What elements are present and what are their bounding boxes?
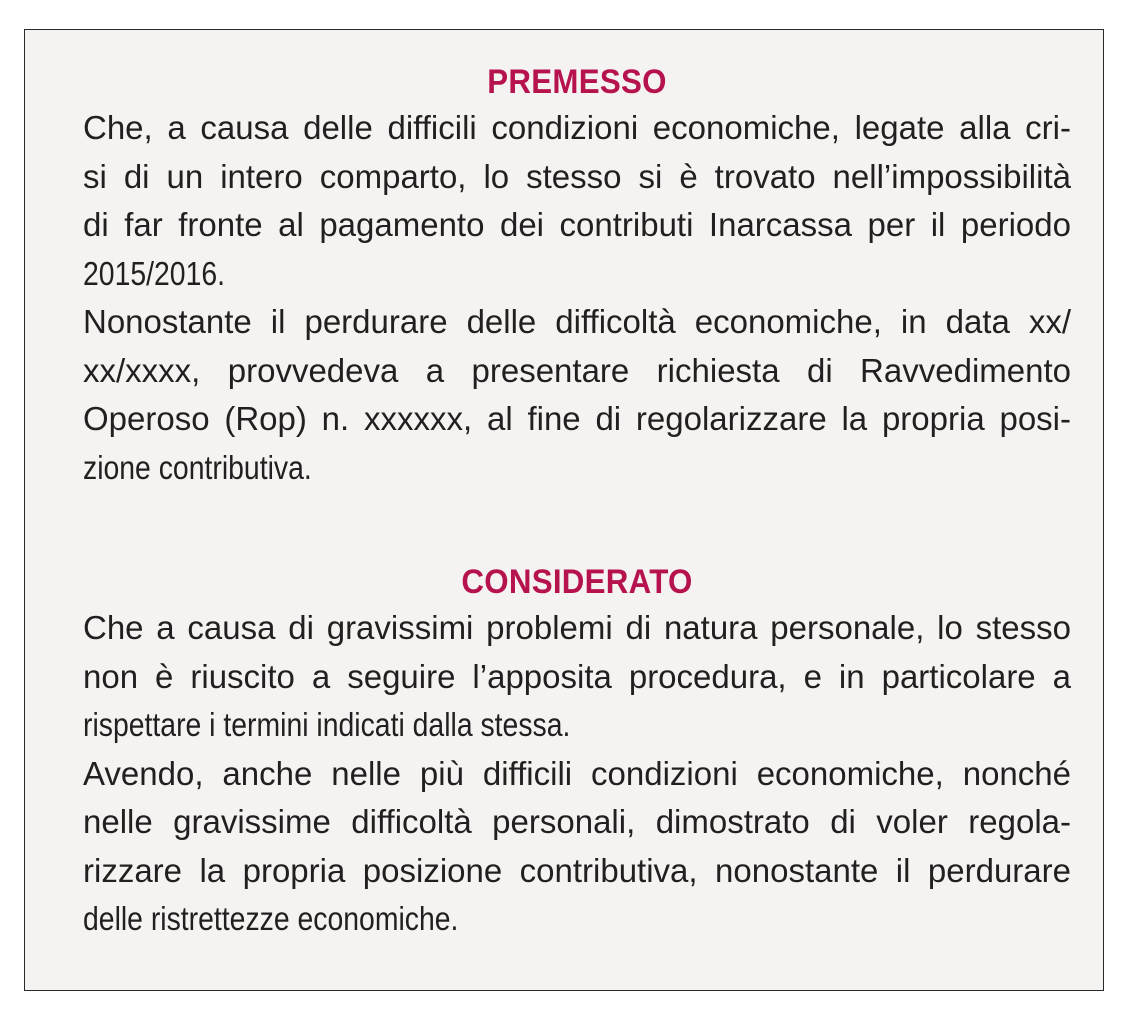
text-line: Che, a causa delle difficili condizioni economiche, legate alla cri-: [83, 109, 1071, 146]
text-line: rispettare i termini indicati dalla stessa.: [83, 706, 571, 743]
premesso-paragraph-2: [83, 298, 1071, 492]
text-line: nelle gravissime difficoltà personali, dimostrato di voler regola-: [83, 803, 1071, 840]
text-line: rizzare la propria posizione contributiva, nonostante il perdurare: [83, 851, 1071, 889]
premesso-paragraph-1: [83, 104, 1071, 298]
text-line: di far fronte al pagamento dei contributi Inarcassa per il periodo: [83, 206, 1071, 243]
premesso-heading: PREMESSO: [487, 63, 667, 101]
considerato-section: [83, 560, 1071, 944]
considerato-paragraph-1: [83, 604, 1071, 750]
text-line: Avendo, anche nelle più difficili condizioni economiche, nonché: [83, 754, 1071, 792]
text-line: delle ristrettezze economiche.: [83, 900, 459, 937]
text-line: Nonostante il perdurare delle difficoltà economiche, in data xx/: [83, 303, 1071, 340]
text-line: Operoso (Rop) n. xxxxxx, al fine di regolarizzare la propria posi-: [83, 400, 1071, 437]
text-line: xx/xxxx, provvedeva a presentare richiesta di Ravvedimento: [83, 351, 1071, 389]
document-box: [24, 29, 1104, 991]
text-line: non è riuscito a seguire l’apposita procedura, e in particolare a: [83, 657, 1071, 695]
text-line: zione contributiva.: [83, 448, 312, 486]
text-line: 2015/2016.: [83, 254, 226, 292]
premesso-section: [83, 60, 1071, 492]
text-line: Che a causa di gravissimi problemi di natura personale, lo stesso: [83, 609, 1071, 646]
considerato-heading: CONSIDERATO: [461, 563, 693, 601]
text-line: si di un intero comparto, lo stesso si è trovato nell’impossibilità: [83, 157, 1071, 195]
considerato-paragraph-2: [83, 750, 1071, 944]
